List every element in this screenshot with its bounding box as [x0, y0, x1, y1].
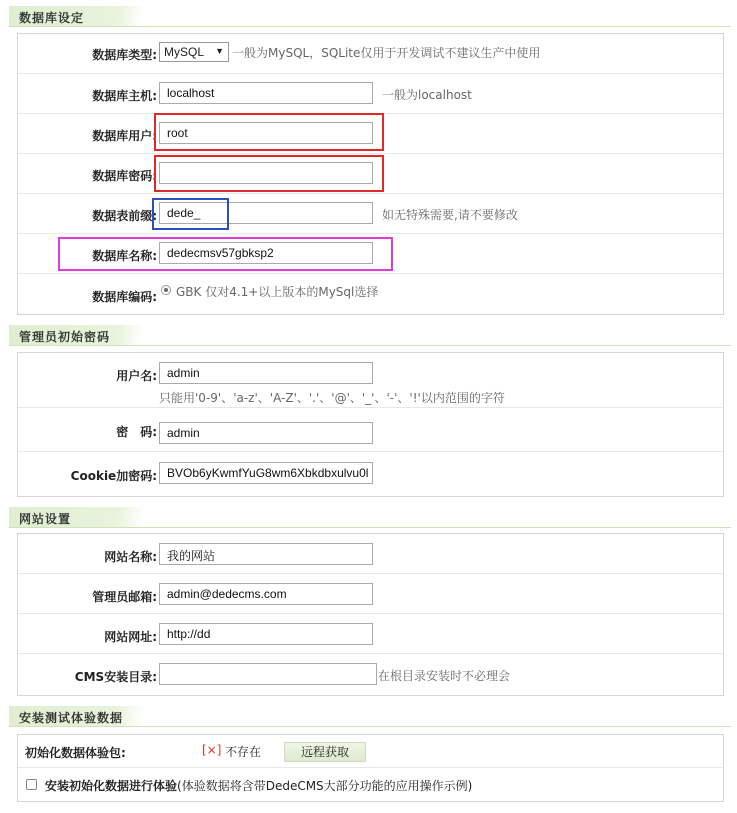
demo-panel — [17, 734, 724, 802]
form-row-db-host — [18, 74, 723, 114]
form-row-demo-package — [18, 735, 723, 768]
form-row-install-dir — [18, 654, 723, 694]
db-prefix-input[interactable]: dede_ — [159, 202, 373, 224]
db-prefix-label: 数据表前缀: — [92, 209, 157, 223]
section-title: 管理员初始密码 — [19, 330, 111, 344]
charset-gbk-label: GBK 仅对4.1+以上版本的MySql选择 — [176, 285, 379, 299]
db-type-label: 数据库类型: — [92, 48, 157, 62]
form-row-site-url — [18, 614, 723, 654]
cookie-label: Cookie加密码: — [70, 469, 157, 483]
admin-email-label: 管理员邮箱: — [92, 590, 157, 604]
db-type-selected: MySQL — [164, 45, 205, 59]
section-title: 数据库设定 — [19, 11, 85, 25]
highlight-box-prefix — [152, 198, 229, 230]
highlight-box-password — [154, 155, 384, 192]
db-user-input[interactable]: root — [159, 122, 373, 144]
section-header-admin — [9, 325, 159, 345]
section-title: 网站设置 — [19, 512, 72, 526]
cookie-input[interactable]: BVOb6yKwmfYuG8wm6Xbkdbxulvu0l — [159, 462, 373, 484]
install-dir-input[interactable] — [159, 663, 377, 685]
section-header-site — [9, 507, 159, 527]
db-type-select[interactable] — [159, 42, 229, 62]
db-name-label: 数据库名称: — [92, 249, 157, 263]
admin-email-input[interactable]: admin@dedecms.com — [159, 583, 373, 605]
db-host-label: 数据库主机: — [92, 89, 157, 103]
form-row-admin-user — [18, 353, 723, 408]
db-name-input[interactable]: dedecmsv57gbksp2 — [159, 242, 373, 264]
site-name-input[interactable]: 我的网站 — [159, 543, 373, 565]
form-row-site-name — [18, 534, 723, 574]
section-header-demo — [9, 706, 159, 726]
admin-panel — [17, 352, 724, 497]
admin-user-hint: 只能用'0-9'、'a-z'、'A-Z'、'.'、'@'、'_'、'-'、'!'以内范围的字符 — [159, 391, 505, 405]
db-user-label: 数据库用户: — [92, 129, 157, 143]
db-type-hint: 一般为MySQL，SQLite仅用于开发调试不建议生产中使用 — [232, 46, 541, 60]
admin-pass-label: 密 码: — [116, 425, 157, 439]
db-host-input[interactable]: localhost — [159, 82, 373, 104]
form-row-admin-email — [18, 574, 723, 614]
install-dir-label: CMS安装目录: — [74, 670, 157, 684]
site-url-label: 网站网址: — [104, 630, 157, 644]
highlight-box-dbname — [58, 237, 393, 271]
form-row-install-demo — [18, 768, 723, 800]
charset-gbk-radio[interactable] — [161, 285, 171, 295]
section-title: 安装测试体验数据 — [19, 711, 124, 725]
form-row-db-type — [18, 34, 723, 74]
db-charset-label: 数据库编码: — [92, 290, 157, 304]
divider — [9, 726, 731, 727]
admin-user-input[interactable]: admin — [159, 362, 373, 384]
divider — [9, 345, 731, 346]
remote-fetch-button[interactable]: 远程获取 — [284, 742, 366, 762]
demo-package-label: 初始化数据体验包: — [25, 746, 126, 760]
admin-pass-input[interactable]: admin — [159, 422, 373, 444]
install-demo-description: (体验数据将含带DedeCMS大部分功能的应用操作示例) — [177, 779, 473, 793]
divider — [9, 527, 731, 528]
form-row-db-prefix — [18, 194, 723, 234]
db-pass-label: 数据库密码: — [92, 169, 157, 183]
section-header-database — [9, 6, 159, 26]
install-demo-checkbox[interactable] — [26, 779, 37, 790]
db-host-hint: 一般为localhost — [382, 88, 472, 102]
form-row-cookie — [18, 452, 723, 495]
site-name-label: 网站名称: — [104, 550, 157, 564]
install-demo-label: 安装初始化数据进行体验 — [45, 779, 178, 793]
install-dir-hint: 在根目录安装时不必理会 — [378, 669, 511, 683]
site-url-input[interactable]: http://dd — [159, 623, 373, 645]
not-exist-icon: [×] — [202, 743, 222, 757]
divider — [9, 26, 731, 27]
form-row-db-charset — [18, 274, 723, 313]
form-row-admin-pass — [18, 408, 723, 452]
highlight-box-user — [154, 113, 384, 151]
admin-user-label: 用户名: — [116, 369, 157, 383]
site-panel — [17, 533, 724, 696]
db-prefix-hint: 如无特殊需要,请不要修改 — [382, 208, 518, 222]
install-demo-text — [45, 777, 472, 794]
demo-package-status: 不存在 — [225, 745, 262, 759]
dropdown-arrow-icon: ▼ — [215, 46, 224, 56]
